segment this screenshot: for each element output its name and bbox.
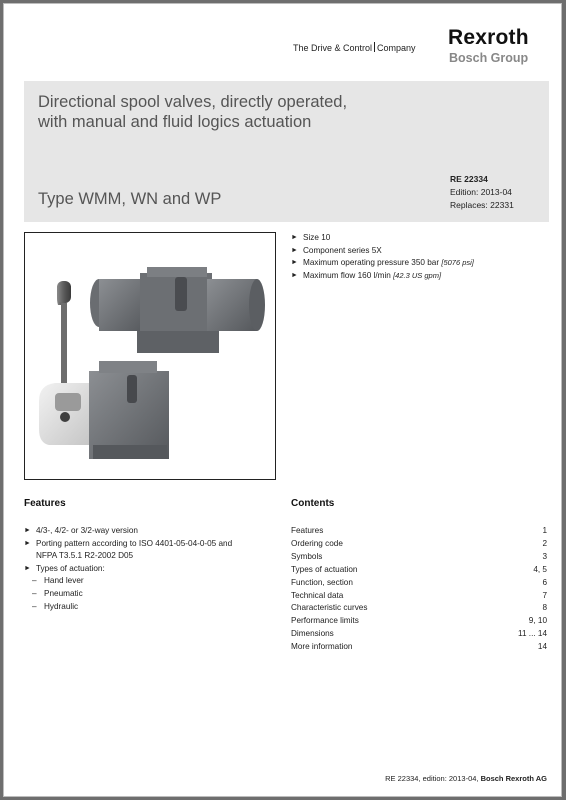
- bullet-arrow-icon: ►: [24, 564, 31, 572]
- contents-page: 1: [542, 526, 547, 535]
- contents-page: 3: [542, 551, 547, 561]
- contents-row[interactable]: [291, 525, 547, 538]
- contents-heading: Contents: [291, 498, 335, 509]
- tagline-separator: [374, 42, 375, 52]
- sub-feature-item: – Pneumatic: [32, 588, 83, 598]
- feature-text: Types of actuation:: [36, 563, 105, 573]
- bullet-arrow-icon: ►: [24, 527, 31, 534]
- contents-page: 2: [542, 538, 547, 548]
- footer-text: RE 22334, edition: 2013-04,: [385, 774, 481, 783]
- title-banner: [24, 81, 549, 222]
- contents-row[interactable]: [291, 602, 547, 615]
- document-title: [38, 92, 347, 132]
- spec-item: [291, 270, 474, 283]
- sub-feature-text: Hand lever: [44, 576, 84, 586]
- contents-row[interactable]: [291, 551, 547, 564]
- contents-row[interactable]: [291, 564, 547, 577]
- feature-item: [24, 538, 279, 563]
- features-list: [24, 525, 279, 575]
- bullet-arrow-icon: ►: [24, 539, 31, 547]
- contents-page: 6: [542, 577, 547, 587]
- spec-item: [291, 257, 474, 270]
- product-photo: [24, 232, 276, 480]
- contents-label: Function, section: [291, 577, 353, 587]
- contents-label: Performance limits: [291, 616, 359, 626]
- spec-imperial: [5076 psi]: [441, 258, 474, 268]
- contents-page: 14: [537, 642, 547, 652]
- replaces: Replaces: 22331: [450, 200, 514, 210]
- feature-text: Porting pattern according to ISO 4401-05-04-0-05 and: [36, 538, 233, 548]
- features-heading: Features: [24, 498, 66, 509]
- contents-page: 7: [542, 590, 547, 600]
- contents-label: Characteristic curves: [291, 603, 368, 613]
- spec-text: Maximum flow 160 l/min: [303, 270, 394, 280]
- contents-table: [291, 525, 547, 654]
- contents-label: Ordering code: [291, 538, 343, 548]
- bosch-group-logo: Bosch Group: [449, 51, 529, 65]
- contents-row[interactable]: [291, 538, 547, 551]
- feature-text: 4/3-, 4/2- or 3/2-way version: [36, 526, 138, 535]
- feature-item: [24, 563, 279, 576]
- contents-row[interactable]: [291, 615, 547, 628]
- spec-text: Size 10: [303, 233, 331, 242]
- type-heading: Type WMM, WN and WP: [38, 190, 222, 208]
- contents-row[interactable]: [291, 628, 547, 641]
- title-line-1: Directional spool valves, directly operated,: [38, 93, 348, 111]
- contents-page: 11 ... 14: [518, 629, 547, 639]
- contents-label: Dimensions: [291, 629, 334, 639]
- document-page: [3, 3, 562, 797]
- contents-page: 8: [542, 603, 547, 613]
- contents-label: Types of actuation: [291, 564, 358, 574]
- spec-list: [291, 232, 474, 282]
- spec-text: Component series 5X: [303, 245, 382, 255]
- feature-item: [24, 525, 279, 538]
- bullet-arrow-icon: ►: [291, 271, 298, 279]
- page-footer: [385, 774, 547, 783]
- contents-page: 9, 10: [528, 616, 547, 626]
- footer-brand: Bosch Rexroth AG: [480, 774, 547, 783]
- contents-label: Symbols: [291, 551, 323, 561]
- valve-illustration: [25, 233, 275, 479]
- bullet-arrow-icon: ►: [291, 259, 298, 267]
- tagline-left: The Drive & Control: [293, 43, 373, 53]
- tagline-right: Company: [377, 43, 416, 53]
- sub-feature-item: – Hand lever: [32, 576, 84, 586]
- re-number: RE 22334: [450, 174, 488, 184]
- edition: Edition: 2013-04: [450, 187, 512, 197]
- sub-feature-text: Hydraulic: [44, 601, 79, 611]
- contents-page: 4, 5: [533, 564, 547, 574]
- bullet-arrow-icon: ►: [291, 246, 298, 254]
- contents-row[interactable]: [291, 577, 547, 590]
- title-line-2: with manual and fluid logics actuation: [38, 113, 312, 131]
- sub-feature-text: Pneumatic: [44, 588, 83, 598]
- contents-label: Technical data: [291, 590, 344, 600]
- spec-text: Maximum operating pressure 350 bar: [303, 258, 442, 268]
- document-reference: [450, 173, 514, 212]
- feature-text: NFPA T3.5.1 R2-2002 D05: [36, 551, 134, 561]
- rexroth-logo: Rexroth: [448, 26, 529, 49]
- sub-feature-item: – Hydraulic: [32, 601, 79, 611]
- contents-label: More information: [291, 642, 353, 652]
- contents-label: Features: [291, 526, 324, 535]
- bullet-arrow-icon: ►: [291, 234, 298, 241]
- contents-row[interactable]: [291, 641, 547, 654]
- spec-item: [291, 245, 474, 258]
- hydraulic-valve: [90, 267, 265, 353]
- tagline: [293, 42, 416, 53]
- spec-item: [291, 232, 474, 245]
- features-section: [24, 525, 279, 613]
- spec-imperial: [42.3 US gpm]: [393, 270, 442, 280]
- manual-valve: [39, 361, 169, 459]
- contents-row[interactable]: [291, 590, 547, 603]
